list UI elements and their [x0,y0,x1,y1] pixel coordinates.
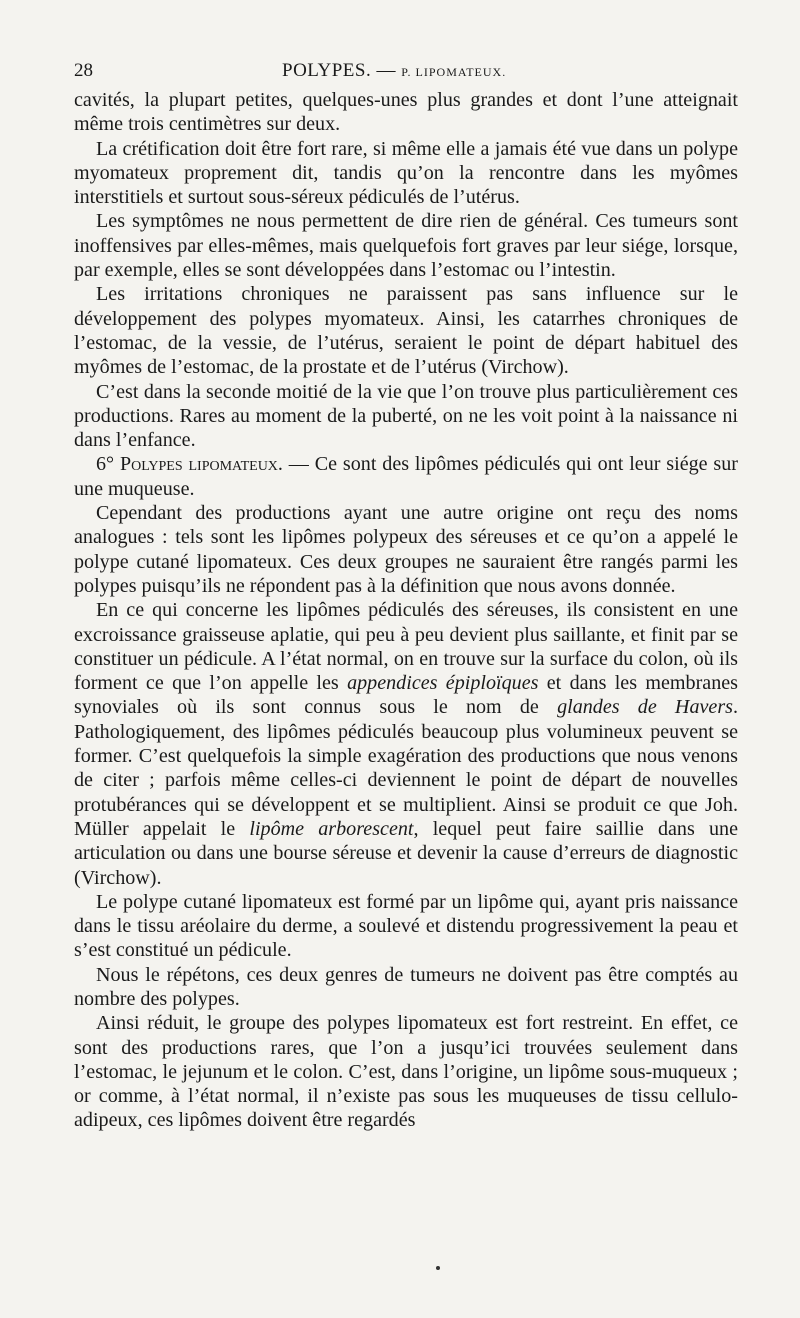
paragraph: La crétification doit être fort rare, si même elle a jamais été vue dans un polype myomateux proprement dit, tandis qu’on la rencontre dans les myômes interstitiels et surtout sous-séreux pédiculés de l’utérus. [74,137,738,209]
text-run: . Pathologiquement, des lipômes pédiculés beaucoup plus volumineux peuvent se former. C’est quelquefois la simple exagération des productions que nous venons de citer ; parfois même celles-ci deviennent le point de départ de nouvelles protubérances qui se développent et se multiplient. Ainsi se produit ce que Joh. Müller appelait le [74,696,739,840]
italic-term: appendices épiploïques [347,672,539,695]
page-number: 28 [74,60,93,81]
paragraph [74,598,738,890]
paragraph: Nous le répétons, ces deux genres de tumeurs ne doivent pas être comptés au nombre des polypes. [74,963,738,1010]
paragraph: cavités, la plupart petites, quelques-unes plus grandes et dont l’une atteignait même trois centimètres sur deux. [74,89,738,136]
paragraph: C’est dans la seconde moitié de la vie que l’on trouve plus particulièrement ces productions. Rares au moment de la puberté, on ne les voit point à la naissance ni dans l’enfance. [74,380,738,452]
running-header [74,50,738,86]
section-title: P. LIPOMATEUX. [401,65,507,79]
chapter-title: POLYPES. [282,60,372,81]
italic-term: lipôme arborescent [249,817,414,840]
print-mark [436,1266,440,1270]
text-run: En ce qui concerne les lipômes pédiculés des séreuses, ils consistent en une excroissance graisseuse aplatie, qui peu à peu devient plus saillante, et finit par se constituer un pédicule. A l’état normal, on en trouve sur la surface du colon, où ils forment ce que l’on appelle les [74,599,738,695]
section-text: — Ce sont des lipômes pédiculés qui ont leur siége sur une muqueuse. [74,453,738,500]
text-run: et dans les membranes synoviales où ils sont connus sous le nom de [74,672,738,719]
running-title [282,60,506,82]
section-paragraph [74,452,738,501]
paragraph: Les symptômes ne nous permettent de dire rien de général. Ces tumeurs sont inoffensives par elles-mêmes, mais quelquefois fort graves par leur siége, lorsque, par exemple, elles se sont développées dans l’estomac ou l’intestin. [74,210,738,282]
paragraph: Les irritations chroniques ne paraissent pas sans influence sur le développement des polypes myomateux. Ainsi, les catarrhes chroniques de l’estomac, de la vessie, de l’utérus, seraient le point de départ habituel des myômes de l’estomac, de la prostate et de l’utérus (Virchow). [74,283,738,379]
paragraph: Le polype cutané lipomateux est formé par un lipôme qui, ayant pris naissance dans le tissu aréolaire du derme, a soulevé et distendu progressivement la peau et s’est constitué un pédicule. [74,890,738,962]
section-number: 6° [96,453,115,476]
italic-term: glandes de Havers [557,696,733,719]
page [74,50,738,1133]
paragraph: Cependant des productions ayant une autre origine ont reçu des noms analogues : tels sont les lipômes polypeux des séreuses et ce qu’on a appelé le polype cutané lipomateux. Ces deux groupes ne sauraient être rangés parmi les polypes puisqu’ils ne répondent pas à la définition que nous avons donnée. [74,502,738,597]
paragraph: Ainsi réduit, le groupe des polypes lipomateux est fort restreint. En effet, ce sont des productions rares, que l’on a jusqu’ici trouvées seulement dans l’estomac, le jejunum et le colon. C’est, dans l’origine, un lipôme sous-muqueux ; or comme, à l’état normal, il n’existe pas sous les muqueuses de tissu cellulo-adipeux, ces lipômes doivent être regardés [74,1012,738,1132]
title-separator: — [371,60,402,81]
body-text [74,88,738,1133]
text-run: , lequel peut faire saillie dans une articulation ou dans une bourse séreuse et devenir la cause d’erreurs de diagnostic (Virchow). [74,817,739,889]
section-heading: Polypes lipomateux. [119,453,283,476]
